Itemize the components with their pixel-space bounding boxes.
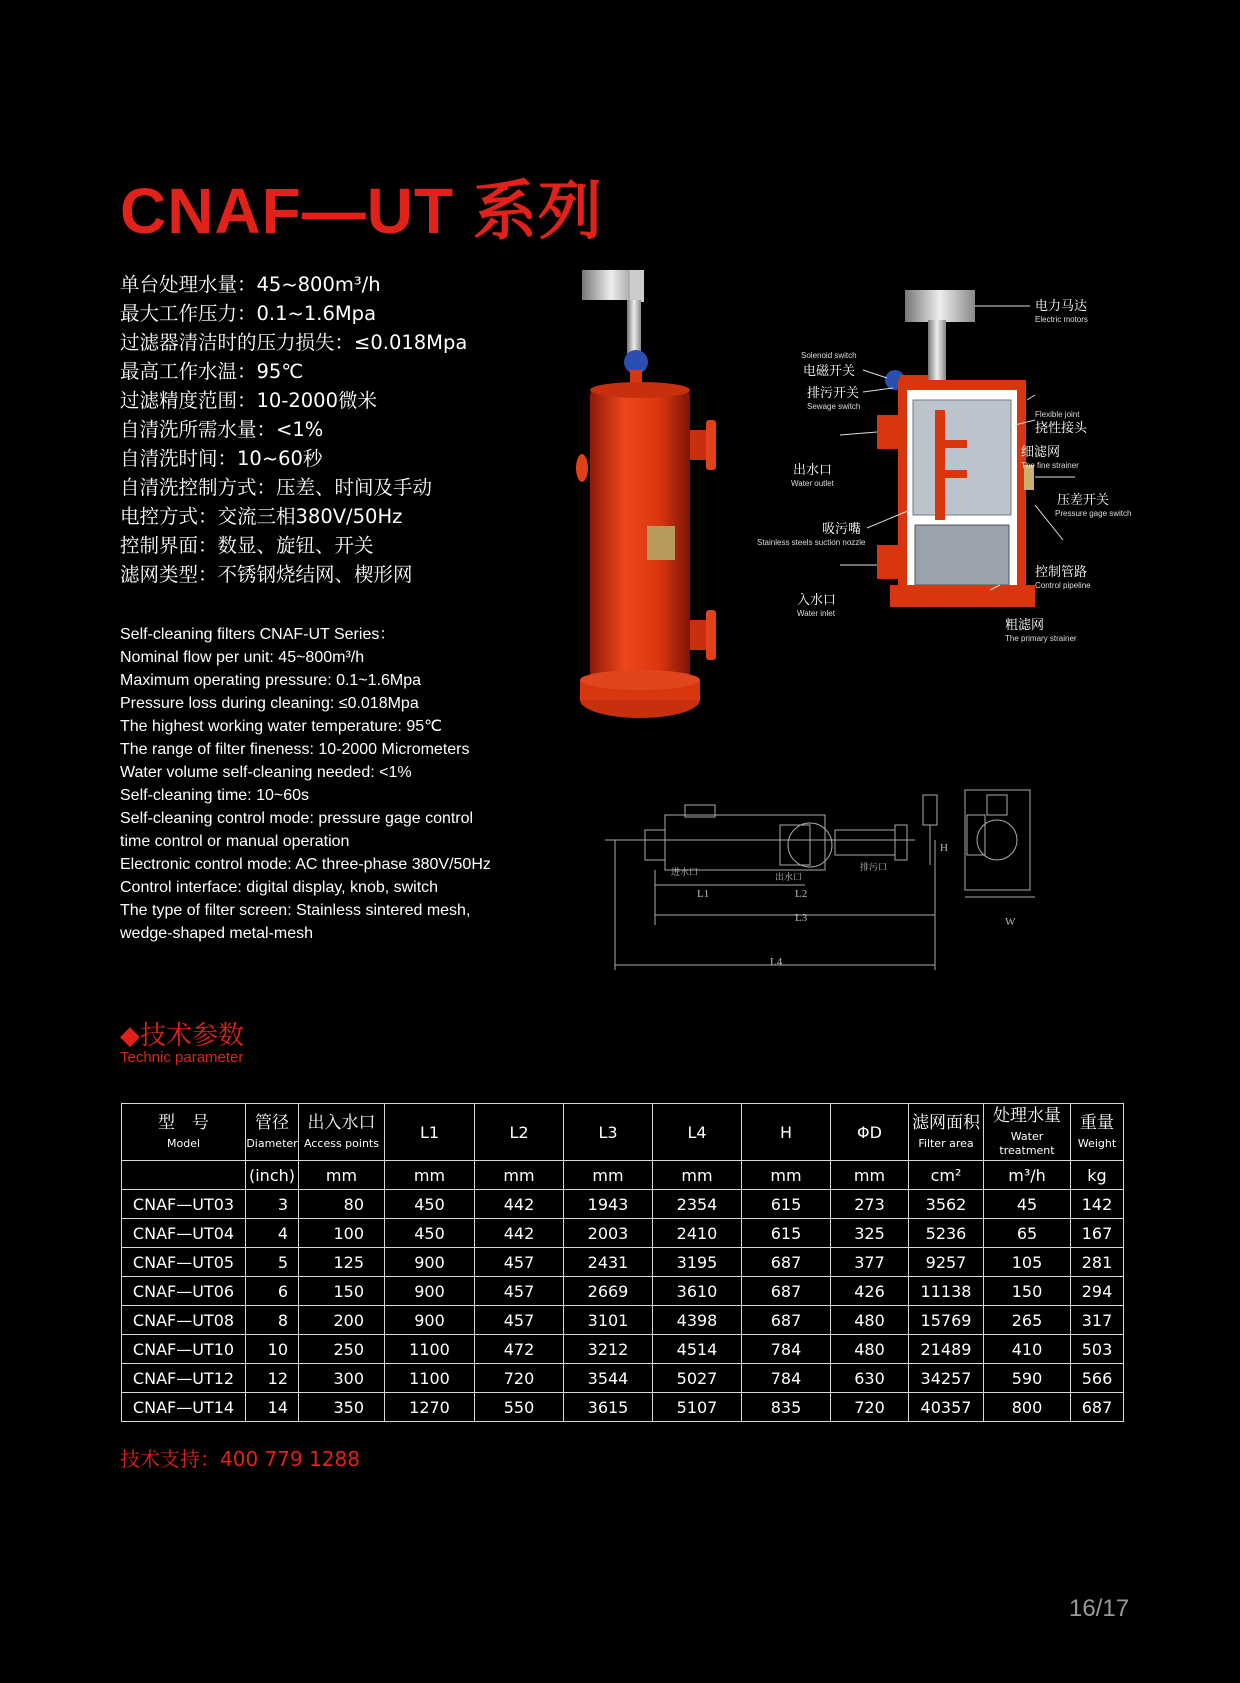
label-sewage-en: Sewage switch bbox=[807, 402, 861, 411]
table-cell: 5107 bbox=[653, 1393, 742, 1422]
table-cell: 45 bbox=[984, 1190, 1071, 1219]
spec-line-en: time control or manual operation bbox=[120, 833, 350, 850]
table-cell: 40357 bbox=[909, 1393, 984, 1422]
label-pipe-cn: 控制管路 bbox=[1035, 565, 1088, 580]
unit-cell: mm bbox=[299, 1161, 385, 1190]
spec-line-en: Control interface: digital display, knob, switch bbox=[120, 879, 439, 896]
table-cell: 377 bbox=[831, 1248, 909, 1277]
spec-line: 最高工作水温：95℃ bbox=[120, 360, 304, 383]
spec-line-en: Nominal flow per unit: 45~800m³/h bbox=[120, 649, 365, 666]
table-cell: 317 bbox=[1071, 1306, 1124, 1335]
table-cell: 450 bbox=[385, 1190, 475, 1219]
label-inlet-cn: 入水口 bbox=[797, 593, 837, 608]
table-cell: 426 bbox=[831, 1277, 909, 1306]
table-cell: 300 bbox=[299, 1364, 385, 1393]
table-cell: 3562 bbox=[909, 1190, 984, 1219]
table-cell: 167 bbox=[1071, 1219, 1124, 1248]
table-cell: 2354 bbox=[653, 1190, 742, 1219]
table-cell: 350 bbox=[299, 1393, 385, 1422]
dim-l3: L3 bbox=[795, 912, 808, 924]
table-cell: 566 bbox=[1071, 1364, 1124, 1393]
table-cell: 784 bbox=[742, 1364, 831, 1393]
label-solenoid-en: Solenoid switch bbox=[801, 351, 857, 360]
label-sewage-cn: 排污开关 bbox=[807, 386, 860, 401]
unit-cell: kg bbox=[1071, 1161, 1124, 1190]
spec-line: 滤网类型：不锈钢烧结网、楔形网 bbox=[120, 563, 413, 586]
table-cell: 457 bbox=[475, 1306, 564, 1335]
tech-support: 技术支持：400 779 1288 bbox=[120, 1447, 360, 1471]
unit-cell bbox=[122, 1161, 246, 1190]
table-cell: 3544 bbox=[564, 1364, 653, 1393]
table-cell: 15769 bbox=[909, 1306, 984, 1335]
spec-line-en: The highest working water temperature: 95℃ bbox=[120, 718, 443, 735]
label-fine-cn: 细滤网 bbox=[1021, 445, 1061, 460]
table-cell: 800 bbox=[984, 1393, 1071, 1422]
label-outlet-cn: 出水口 bbox=[793, 463, 833, 478]
table-cell: 80 bbox=[299, 1190, 385, 1219]
parameter-table bbox=[121, 1103, 1124, 1422]
table-cell: 472 bbox=[475, 1335, 564, 1364]
spec-line-en: The range of filter fineness: 10-2000 Micrometers bbox=[120, 741, 470, 758]
table-cell: 900 bbox=[385, 1248, 475, 1277]
table-cell: CNAF—UT08 bbox=[122, 1306, 246, 1335]
spec-line-en: Maximum operating pressure: 0.1~1.6Mpa bbox=[120, 672, 422, 689]
header-access-points: 出入水口 Access points bbox=[299, 1104, 385, 1161]
header-phid: ΦD bbox=[831, 1104, 909, 1161]
table-cell: 720 bbox=[475, 1364, 564, 1393]
table-cell: 442 bbox=[475, 1190, 564, 1219]
header-l2: L2 bbox=[475, 1104, 564, 1161]
table-cell: 835 bbox=[742, 1393, 831, 1422]
drawing-outlet-label: 出水口 bbox=[775, 872, 803, 882]
label-inlet-en: Water inlet bbox=[797, 609, 835, 618]
label-nozzle-cn: 吸污嘴 bbox=[822, 522, 862, 537]
table-cell: 457 bbox=[475, 1248, 564, 1277]
table-cell: 480 bbox=[831, 1335, 909, 1364]
table-cell: 1100 bbox=[385, 1364, 475, 1393]
label-pipe-en: Control pipeline bbox=[1035, 581, 1091, 590]
table-cell: CNAF—UT10 bbox=[122, 1335, 246, 1364]
table-cell: 9257 bbox=[909, 1248, 984, 1277]
table-row bbox=[122, 1306, 1124, 1335]
table-cell: 784 bbox=[742, 1335, 831, 1364]
header-weight: 重量 Weight bbox=[1071, 1104, 1124, 1161]
table-cell: 630 bbox=[831, 1364, 909, 1393]
table-cell: 11138 bbox=[909, 1277, 984, 1306]
table-cell: 105 bbox=[984, 1248, 1071, 1277]
header-l4: L4 bbox=[653, 1104, 742, 1161]
table-cell: 1943 bbox=[564, 1190, 653, 1219]
spec-line-en: Water volume self-cleaning needed: <1% bbox=[120, 764, 412, 781]
filter-exterior-illustration bbox=[570, 270, 730, 730]
label-primary-cn: 粗滤网 bbox=[1005, 618, 1045, 633]
table-cell: 4 bbox=[246, 1219, 299, 1248]
table-cell: 150 bbox=[984, 1277, 1071, 1306]
unit-cell: mm bbox=[742, 1161, 831, 1190]
table-cell: CNAF—UT12 bbox=[122, 1364, 246, 1393]
header-l3: L3 bbox=[564, 1104, 653, 1161]
spec-line-en: wedge-shaped metal-mesh bbox=[120, 925, 313, 942]
drawing-drain-label: 排污口 bbox=[860, 862, 888, 872]
table-cell: 3212 bbox=[564, 1335, 653, 1364]
table-row bbox=[122, 1393, 1124, 1422]
table-cell: 3195 bbox=[653, 1248, 742, 1277]
table-cell: 687 bbox=[742, 1277, 831, 1306]
table-cell: 687 bbox=[742, 1306, 831, 1335]
label-solenoid-cn: 电磁开关 bbox=[803, 364, 856, 379]
table-cell: CNAF—UT06 bbox=[122, 1277, 246, 1306]
unit-cell: m³/h bbox=[984, 1161, 1071, 1190]
table-cell: 1100 bbox=[385, 1335, 475, 1364]
table-cell: 5236 bbox=[909, 1219, 984, 1248]
filter-cutaway-diagram bbox=[745, 280, 1145, 670]
label-fine-en: The fine strainer bbox=[1021, 461, 1079, 470]
label-motor-cn: 电力马达 bbox=[1035, 299, 1088, 314]
header-diameter: 管径 Diameter bbox=[246, 1104, 299, 1161]
table-cell: 1270 bbox=[385, 1393, 475, 1422]
spec-line-en: The type of filter screen: Stainless sintered mesh, bbox=[120, 902, 471, 919]
table-cell: 687 bbox=[742, 1248, 831, 1277]
table-cell: 687 bbox=[1071, 1393, 1124, 1422]
label-flex-en: Flexible joint bbox=[1035, 410, 1080, 419]
page-title: CNAF—UT 系列 bbox=[120, 175, 603, 247]
unit-cell: (inch) bbox=[246, 1161, 299, 1190]
table-cell: 12 bbox=[246, 1364, 299, 1393]
spec-line: 电控方式：交流三相380V/50Hz bbox=[120, 505, 403, 528]
table-cell: CNAF—UT05 bbox=[122, 1248, 246, 1277]
table-cell: 900 bbox=[385, 1306, 475, 1335]
table-cell: 142 bbox=[1071, 1190, 1124, 1219]
drawing-inlet-label: 进水口 bbox=[671, 867, 699, 877]
dim-l1: L1 bbox=[697, 888, 710, 900]
table-body bbox=[122, 1190, 1124, 1422]
table-cell: 6 bbox=[246, 1277, 299, 1306]
dim-w: W bbox=[1005, 916, 1016, 928]
table-cell: 2003 bbox=[564, 1219, 653, 1248]
table-cell: 2410 bbox=[653, 1219, 742, 1248]
label-motor-en: Electric motors bbox=[1035, 315, 1088, 324]
page-number: 16/17 bbox=[1069, 1595, 1130, 1622]
section-title: ◆技术参数 bbox=[120, 1021, 244, 1051]
header-model: 型 号 Model bbox=[122, 1104, 246, 1161]
dim-l4: L4 bbox=[770, 956, 783, 968]
label-nozzle-en: Stainless steels suction nozzle bbox=[757, 538, 866, 547]
table-header-row bbox=[122, 1104, 1124, 1161]
table-cell: 3615 bbox=[564, 1393, 653, 1422]
spec-line-en: Self-cleaning time: 10~60s bbox=[120, 787, 309, 804]
unit-cell: mm bbox=[564, 1161, 653, 1190]
table-cell: 550 bbox=[475, 1393, 564, 1422]
table-cell: 410 bbox=[984, 1335, 1071, 1364]
spec-line: 控制界面：数显、旋钮、开关 bbox=[120, 534, 374, 557]
table-cell: 5027 bbox=[653, 1364, 742, 1393]
table-row bbox=[122, 1219, 1124, 1248]
table-row bbox=[122, 1335, 1124, 1364]
table-cell: 3 bbox=[246, 1190, 299, 1219]
unit-cell: mm bbox=[653, 1161, 742, 1190]
label-outlet-en: Water outlet bbox=[791, 479, 834, 488]
table-cell: 720 bbox=[831, 1393, 909, 1422]
dimension-drawing bbox=[605, 785, 1065, 975]
header-l1: L1 bbox=[385, 1104, 475, 1161]
table-cell: 457 bbox=[475, 1277, 564, 1306]
table-cell: 281 bbox=[1071, 1248, 1124, 1277]
header-filter-area: 滤网面积 Filter area bbox=[909, 1104, 984, 1161]
table-cell: 250 bbox=[299, 1335, 385, 1364]
table-cell: 14 bbox=[246, 1393, 299, 1422]
table-cell: 100 bbox=[299, 1219, 385, 1248]
label-primary-en: The primary strainer bbox=[1005, 634, 1077, 643]
table-cell: 480 bbox=[831, 1306, 909, 1335]
dim-l2: L2 bbox=[795, 888, 808, 900]
header-water-treatment: 处理水量 Water treatment bbox=[984, 1104, 1071, 1161]
spec-line-en: Electronic control mode: AC three-phase 380V/50Hz bbox=[120, 856, 491, 873]
table-cell: 8 bbox=[246, 1306, 299, 1335]
spec-line: 过滤器清洁时的压力损失：≤0.018Mpa bbox=[120, 331, 468, 354]
dim-h: H bbox=[940, 842, 948, 854]
table-cell: 273 bbox=[831, 1190, 909, 1219]
table-cell: 4514 bbox=[653, 1335, 742, 1364]
label-flex-cn: 挠性接头 bbox=[1035, 421, 1088, 436]
table-cell: 34257 bbox=[909, 1364, 984, 1393]
header-h: H bbox=[742, 1104, 831, 1161]
spec-line-en: Self-cleaning control mode: pressure gage control bbox=[120, 810, 474, 827]
spec-line-en: Self-cleaning filters CNAF-UT Series： bbox=[120, 626, 396, 643]
label-pgs-cn: 压差开关 bbox=[1057, 493, 1110, 508]
table-cell: 442 bbox=[475, 1219, 564, 1248]
specs-chinese bbox=[120, 270, 467, 589]
spec-line: 自清洗控制方式：压差、时间及手动 bbox=[120, 476, 433, 499]
unit-cell: cm² bbox=[909, 1161, 984, 1190]
table-cell: 265 bbox=[984, 1306, 1071, 1335]
table-cell: 200 bbox=[299, 1306, 385, 1335]
table-cell: 150 bbox=[299, 1277, 385, 1306]
table-cell: 503 bbox=[1071, 1335, 1124, 1364]
table-cell: 5 bbox=[246, 1248, 299, 1277]
table-cell: 10 bbox=[246, 1335, 299, 1364]
spec-line: 单台处理水量：45~800m³/h bbox=[120, 273, 381, 296]
table-row bbox=[122, 1190, 1124, 1219]
table-row bbox=[122, 1277, 1124, 1306]
unit-cell: mm bbox=[385, 1161, 475, 1190]
table-cell: 3610 bbox=[653, 1277, 742, 1306]
table-cell: 615 bbox=[742, 1190, 831, 1219]
spec-line: 自清洗时间：10~60秒 bbox=[120, 447, 323, 470]
specs-english bbox=[120, 623, 491, 945]
spec-line: 最大工作压力：0.1~1.6Mpa bbox=[120, 302, 377, 325]
table-cell: 65 bbox=[984, 1219, 1071, 1248]
section-subtitle: Technic parameter bbox=[120, 1049, 244, 1066]
table-cell: 900 bbox=[385, 1277, 475, 1306]
table-cell: 615 bbox=[742, 1219, 831, 1248]
table-row bbox=[122, 1248, 1124, 1277]
table-cell: 21489 bbox=[909, 1335, 984, 1364]
table-cell: 294 bbox=[1071, 1277, 1124, 1306]
table-cell: 2431 bbox=[564, 1248, 653, 1277]
table-cell: 2669 bbox=[564, 1277, 653, 1306]
table-cell: 125 bbox=[299, 1248, 385, 1277]
spec-line: 过滤精度范围：10-2000微米 bbox=[120, 389, 377, 412]
unit-cell: mm bbox=[831, 1161, 909, 1190]
table-cell: 3101 bbox=[564, 1306, 653, 1335]
unit-cell: mm bbox=[475, 1161, 564, 1190]
table-cell: 450 bbox=[385, 1219, 475, 1248]
table-cell: CNAF—UT03 bbox=[122, 1190, 246, 1219]
table-row bbox=[122, 1364, 1124, 1393]
table-units-row bbox=[122, 1161, 1124, 1190]
spec-line-en: Pressure loss during cleaning: ≤0.018Mpa bbox=[120, 695, 419, 712]
table-cell: 590 bbox=[984, 1364, 1071, 1393]
table-cell: CNAF—UT04 bbox=[122, 1219, 246, 1248]
spec-line: 自清洗所需水量：<1% bbox=[120, 418, 324, 441]
table-cell: 4398 bbox=[653, 1306, 742, 1335]
label-pgs-en: Pressure gage switch bbox=[1055, 509, 1132, 518]
table-cell: CNAF—UT14 bbox=[122, 1393, 246, 1422]
table-cell: 325 bbox=[831, 1219, 909, 1248]
